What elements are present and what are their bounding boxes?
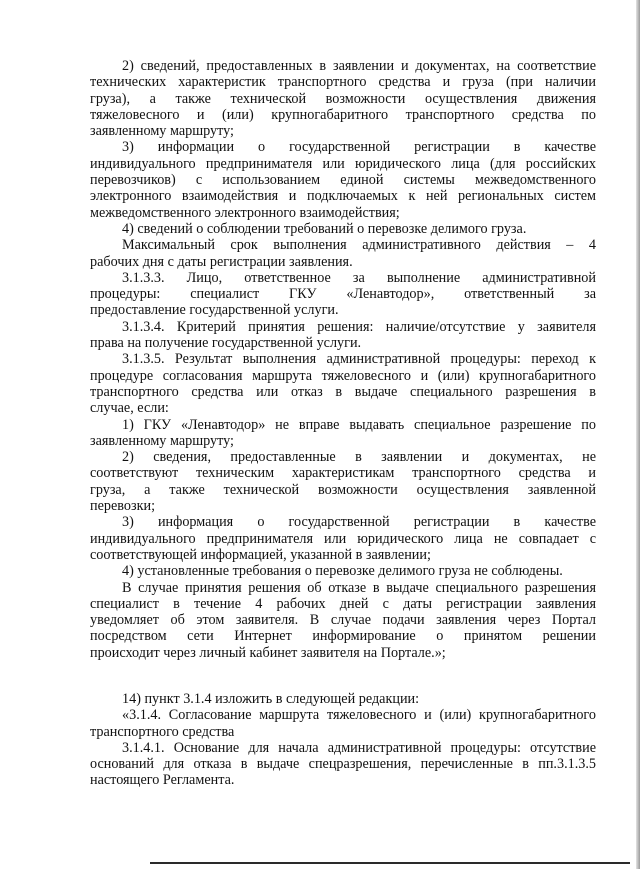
paragraph-3-1-4-1 [90, 740, 596, 789]
text-line: соответствуют техническим характеристикам транспортного средства и [90, 465, 596, 482]
text-line: предоставление государственной услуги. [90, 302, 339, 319]
text-line: посредством сети Интернет информирование о принятом решении [90, 628, 596, 645]
text-line: межведомственного электронного взаимодействия; [90, 204, 400, 221]
text-line: 2) сведений, предоставленных в заявлении и документах, на соответствие [122, 58, 596, 74]
paragraph-refusal-notice [90, 580, 596, 661]
text-line: случае, если: [90, 400, 169, 417]
text-line: права на получение государственной услуги. [90, 335, 362, 352]
text-line: соответствующей информацией, указанной в заявлении; [90, 546, 431, 563]
paragraph-3-1-3-5 [90, 351, 596, 416]
text-line: заявленному маршруту; [90, 432, 235, 449]
text-line: груза), а также технической возможности осуществления движения [90, 90, 596, 107]
text-line: рабочих дня с даты регистрации заявления. [90, 253, 353, 270]
text-line: транспортного средства [90, 723, 235, 740]
text-line: 3.1.3.3. Лицо, ответственное за выполнение административной [122, 269, 596, 286]
text-line: перевозки; [90, 498, 156, 515]
text-line: «3.1.4. Согласование маршрута тяжеловесного и (или) крупногабаритного [122, 707, 596, 724]
paragraph-3-1-4-heading [90, 707, 596, 740]
paragraph-3-1-3-4 [90, 319, 596, 352]
text-line: электронного взаимодействия и подключаемых к ней региональных систем [90, 188, 596, 205]
text-line: Максимальный срок выполнения административного действия – 4 [122, 237, 596, 254]
text-line: индивидуального предпринимателя или юридического лица не совпадает с [90, 530, 596, 547]
text-line: 4) установленные требования о перевозке делимого груза не соблюдены. [122, 563, 563, 580]
paragraph-refusal-1 [90, 417, 596, 450]
paragraph-item-14 [90, 691, 596, 707]
text-line: специалист в течение 4 рабочих дней с даты регистрации заявления [90, 595, 596, 612]
paragraph-item-3-registration-info [90, 139, 596, 220]
text-line: перевозчиков) с использованием единой системы межведомственного [90, 172, 596, 189]
paragraph-max-term [90, 237, 596, 270]
text-line: уведомляет об этом заявителя. В случае подачи заявления через Портал [90, 612, 596, 629]
paragraph-item-4-divisible-cargo [90, 221, 596, 237]
paragraph-refusal-4 [90, 563, 596, 579]
text-line: индивидуального предпринимателя или юридического лица (для российских [90, 155, 596, 172]
text-line: 2) сведения, предоставленные в заявлении и документах, не [122, 449, 596, 466]
text-line: В случае принятия решения об отказе в выдаче специального разрешения [122, 579, 596, 596]
text-line: 4) сведений о соблюдении требований о перевозке делимого груза. [122, 220, 527, 237]
text-line: технических характеристик транспортного средства и груза (при наличии [90, 74, 596, 91]
text-line: настоящего Регламента. [90, 772, 235, 789]
text-line: 3.1.3.4. Критерий принятия решения: наличие/отсутствие у заявителя [122, 318, 596, 335]
paragraph-refusal-2 [90, 449, 596, 514]
text-line: 3) информация о государственной регистрации в качестве [122, 514, 596, 531]
text-line: тяжеловесного и (или) крупногабаритного транспортного средства по [90, 106, 596, 123]
text-line: 1) ГКУ «Ленавтодор» не вправе выдавать специальное разрешение по [122, 416, 596, 433]
text-line: процедуре согласования маршрута тяжеловесного и (или) крупногабаритного [90, 367, 596, 384]
text-line: заявленному маршруту; [90, 123, 235, 140]
text-line: 3.1.3.5. Результат выполнения административной процедуры: переход к [122, 351, 596, 368]
text-line: транспортного средства или отказ в выдаче специального разрешения в [90, 383, 596, 400]
text-line: груза, а также технической возможности осуществления заявленной [90, 481, 596, 498]
paragraph-3-1-3-3 [90, 270, 596, 319]
document-body [90, 58, 596, 789]
text-line: процедуры: специалист ГКУ «Ленавтодор», ответственный за [90, 286, 596, 303]
page-bottom-rule [150, 862, 630, 864]
page-edge-shadow [636, 0, 640, 869]
text-line: оснований для отказа в выдаче спецразрешения, перечисленные в пп.3.1.3.5 [90, 756, 596, 773]
text-line: 3.1.4.1. Основание для начала административной процедуры: отсутствие [122, 739, 596, 756]
text-line: происходит через личный кабинет заявителя на Портале.»; [90, 644, 446, 661]
text-line: 14) пункт 3.1.4 изложить в следующей редакции: [122, 690, 420, 707]
paragraph-refusal-3 [90, 514, 596, 563]
paragraph-gap [90, 661, 596, 691]
paragraph-item-2-info-check [90, 58, 596, 139]
text-line: 3) информации о государственной регистрации в качестве [122, 139, 596, 156]
